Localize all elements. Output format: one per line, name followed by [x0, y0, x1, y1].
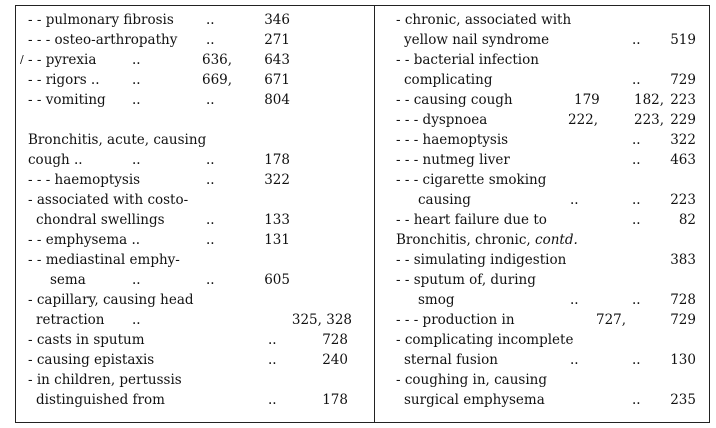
entry-text: causing [418, 192, 471, 208]
index-entry [396, 250, 701, 270]
index-entry [28, 70, 373, 90]
entry-text: - - heart failure due to [396, 212, 547, 228]
entry-dots: .. [206, 152, 215, 168]
entry-dots: .. [132, 152, 141, 168]
page-number: 271 [264, 32, 290, 48]
index-entry [28, 310, 373, 330]
left-index-column [20, 10, 373, 410]
index-entry [28, 10, 373, 30]
entry-text: - - mediastinal emphy- [28, 252, 180, 268]
index-entry [28, 150, 373, 170]
entry-dots: .. [632, 32, 641, 48]
page-number: 727, [596, 312, 627, 328]
handwritten-mark: ∕ [20, 53, 24, 66]
index-entry [396, 30, 701, 50]
entry-dots: .. [570, 192, 579, 208]
page-number: 235 [670, 392, 696, 408]
entry-text: sema [50, 272, 86, 288]
entry-text: - causing epistaxis [28, 352, 155, 368]
heading-text: Bronchitis, chronic, [396, 232, 536, 248]
page-number: 223, [634, 112, 665, 128]
entry-dots: .. [206, 92, 215, 108]
index-entry [396, 130, 701, 150]
index-entry [28, 170, 373, 190]
entry-text: - - simulating indigestion [396, 252, 567, 268]
entry-text: - in children, pertussis [28, 372, 182, 388]
page-number: 728 [322, 332, 348, 348]
page-number: 519 [670, 32, 696, 48]
entry-text [396, 230, 578, 250]
entry-dots: .. [632, 392, 641, 408]
page-number: 669, [202, 72, 233, 88]
entry-dots: .. [632, 292, 641, 308]
index-entry [28, 330, 373, 350]
entry-dots: .. [206, 172, 215, 188]
entry-dots: .. [632, 72, 641, 88]
index-entry [28, 210, 373, 230]
index-entry [28, 230, 373, 250]
entry-text: - - - cigarette smoking [396, 172, 547, 188]
index-heading [396, 230, 701, 250]
entry-text: - casts in sputum [28, 332, 145, 348]
entry-text: smog [418, 292, 455, 308]
index-entry [396, 370, 701, 390]
entry-text: Bronchitis, acute, causing [28, 132, 207, 148]
entry-text: - coughing in, causing [396, 372, 547, 388]
index-entry [396, 270, 701, 290]
page-number: 240 [322, 352, 348, 368]
entry-text: retraction [36, 312, 105, 328]
page-number: 222, [568, 112, 599, 128]
index-entry [396, 310, 701, 330]
entry-dots: .. [570, 352, 579, 368]
entry-text: - - pyrexia [28, 52, 97, 68]
index-entry [396, 90, 701, 110]
page-number: 729 [670, 312, 696, 328]
page-number: 182, [634, 92, 665, 108]
index-entry [396, 390, 701, 410]
entry-text: - - emphysema .. [28, 232, 141, 248]
index-entry [28, 290, 373, 310]
entry-dots: .. [570, 292, 579, 308]
entry-text: - complicating incomplete [396, 332, 574, 348]
column-divider [374, 5, 375, 423]
entry-text: - - causing cough [396, 92, 513, 108]
entry-dots: .. [206, 232, 215, 248]
entry-dots: .. [132, 52, 141, 68]
page-number: 223 [670, 92, 696, 108]
entry-dots: .. [206, 12, 215, 28]
entry-dots: .. [132, 272, 141, 288]
entry-text: - - - nutmeg liver [396, 152, 510, 168]
entry-text: - - - osteo-arthropathy [28, 32, 178, 48]
entry-dots: .. [206, 212, 215, 228]
index-entry [28, 190, 373, 210]
entry-dots: .. [632, 212, 641, 228]
entry-text: - associated with costo- [28, 192, 189, 208]
entry-text: surgical emphysema [404, 392, 545, 408]
entry-text: - - - production in [396, 312, 515, 328]
index-entry [28, 90, 373, 110]
page-number: 229 [670, 112, 696, 128]
entry-text: - - rigors .. [28, 72, 100, 88]
entry-dots: .. [632, 132, 641, 148]
entry-text: - - - haemoptysis [28, 172, 141, 188]
page-number: 325, 328 [291, 312, 352, 328]
entry-text: chondral swellings [36, 212, 165, 228]
index-entry [396, 330, 701, 350]
index-entry [20, 50, 373, 70]
page-number: 133 [264, 212, 290, 228]
index-entry [396, 350, 701, 370]
entry-text: - - - haemoptysis [396, 132, 509, 148]
page-number: 82 [678, 212, 696, 228]
blank-row [28, 110, 373, 130]
entry-dots: .. [132, 312, 141, 328]
page-number: 636, [202, 52, 233, 68]
index-entry [28, 370, 373, 390]
entry-dots: .. [206, 272, 215, 288]
entry-dots: .. [132, 72, 141, 88]
entry-dots: .. [132, 92, 141, 108]
page-number: 131 [264, 232, 290, 248]
page-number: 179 [574, 92, 600, 108]
page-number: 383 [670, 252, 696, 268]
index-entry [28, 270, 373, 290]
page-number: 463 [670, 152, 696, 168]
page-number: 130 [670, 352, 696, 368]
index-entry [396, 210, 701, 230]
index-entry [396, 10, 701, 30]
page-number: 728 [670, 292, 696, 308]
index-entry [396, 150, 701, 170]
page-number: 322 [264, 172, 290, 188]
entry-dots: .. [632, 192, 641, 208]
entry-text: - - bacterial infection [396, 52, 539, 68]
index-entry [396, 110, 701, 130]
index-entry [396, 290, 701, 310]
index-entry [28, 390, 373, 410]
page-number: 643 [264, 52, 290, 68]
entry-text: - capillary, causing head [28, 292, 194, 308]
index-entry [28, 30, 373, 50]
index-entry [396, 70, 701, 90]
page-number: 322 [670, 132, 696, 148]
page-number: 223 [670, 192, 696, 208]
entry-dots: .. [268, 332, 277, 348]
entry-text: distinguished from [36, 392, 165, 408]
entry-text: - chronic, associated with [396, 12, 572, 28]
index-entry [28, 250, 373, 270]
entry-text: sternal fusion [404, 352, 498, 368]
entry-text: yellow nail syndrome [404, 32, 550, 48]
index-entry [396, 170, 701, 190]
entry-text: complicating [404, 72, 493, 88]
index-heading [28, 130, 373, 150]
index-entry [396, 190, 701, 210]
entry-dots: .. [206, 32, 215, 48]
entry-text: - - - dyspnoea [396, 112, 488, 128]
entry-dots: .. [268, 392, 277, 408]
entry-text: cough .. [28, 152, 83, 168]
entry-dots: .. [632, 152, 641, 168]
entry-dots: .. [268, 352, 277, 368]
heading-contd: contd. [535, 232, 578, 248]
entry-dots: .. [632, 352, 641, 368]
entry-text: - - sputum of, during [396, 272, 536, 288]
page-number: 605 [264, 272, 290, 288]
index-entry [28, 350, 373, 370]
page-number: 804 [264, 92, 290, 108]
page-number: 729 [670, 72, 696, 88]
index-entry [396, 50, 701, 70]
page-number: 671 [264, 72, 290, 88]
page-number: 178 [322, 392, 348, 408]
right-index-column [396, 10, 701, 410]
page-number: 346 [264, 12, 290, 28]
entry-text: - - pulmonary fibrosis [28, 12, 174, 28]
page-number: 178 [264, 152, 290, 168]
entry-text: - - vomiting [28, 92, 106, 108]
